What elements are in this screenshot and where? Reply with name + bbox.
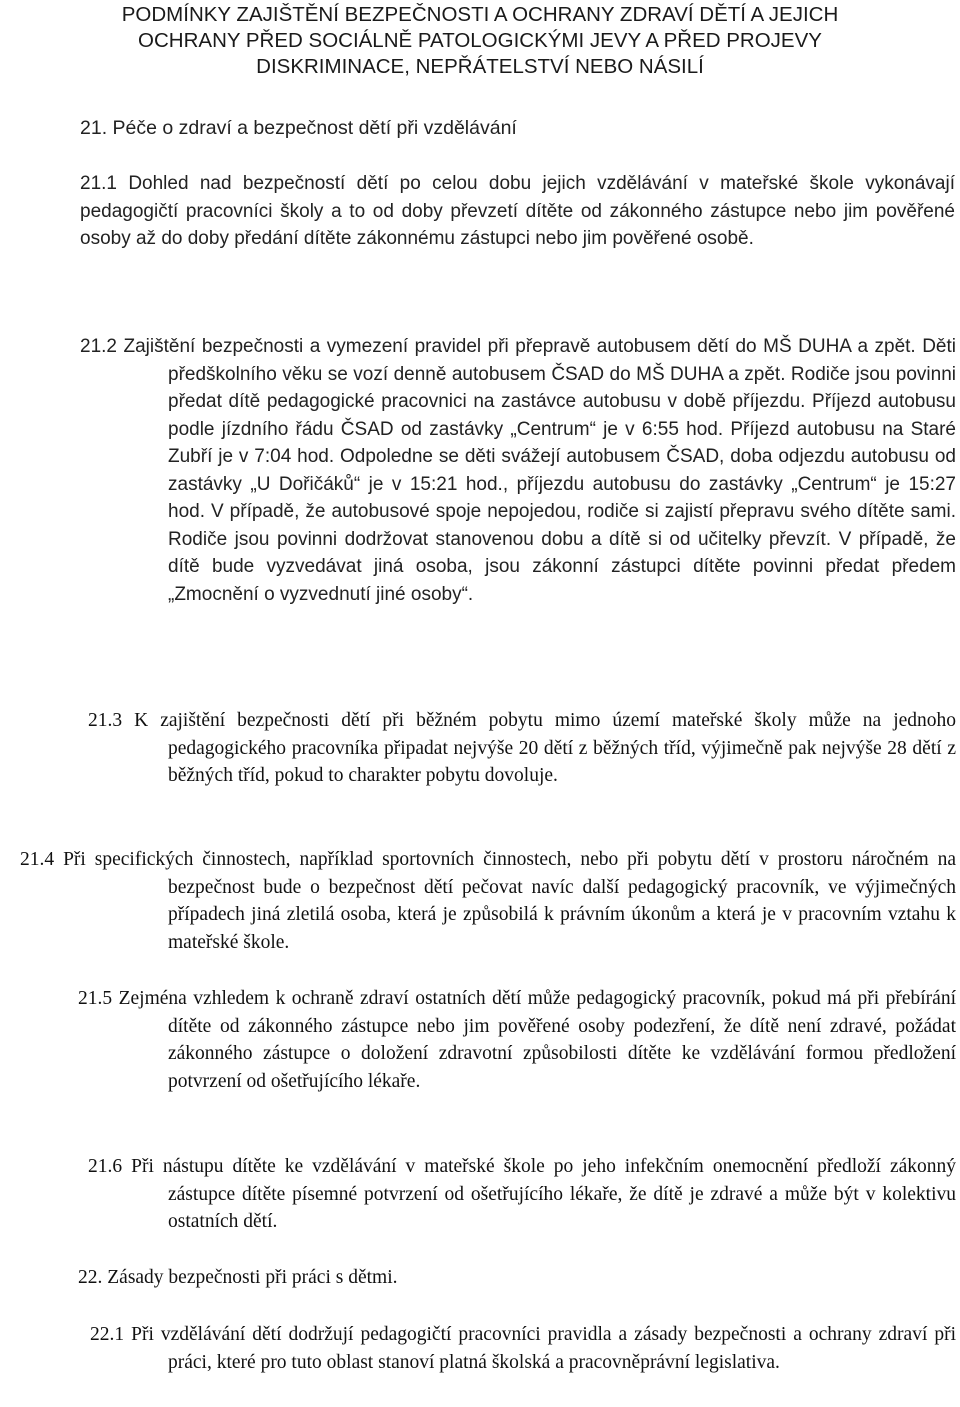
document-header	[0, 2, 960, 80]
paragraph-21-3	[88, 707, 957, 790]
paragraph-number: 21.6	[88, 1156, 123, 1177]
paragraph-text: Zejména vzhledem k ochraně zdraví ostatních dětí může pedagogický pracovník, pokud má při přebírání dítěte od zákonného zástupce nebo jim pověřené osoby podezření, že dítě není zdravé, požádat zákonného zástupce o doložení zdravotní způsobilosti dítěte ke vzdělávání formou předložení potvrzení od ošetřujícího lékaře.	[118, 988, 956, 1093]
paragraph-number: 21.3	[88, 710, 123, 731]
paragraph-number: 21.5	[78, 988, 113, 1009]
header-line-3: DISKRIMINACE, NEPŘÁTELSTVÍ NEBO NÁSILÍ	[256, 55, 704, 78]
paragraph-number: 22.1	[90, 1324, 125, 1345]
paragraph-21-4	[20, 846, 956, 957]
paragraph-21-6	[88, 1153, 957, 1236]
paragraph-text: Při specifických činnostech, například sportovních činnostech, nebo při pobytu dětí v prostoru náročném na bezpečnost bude o bezpečnost dětí pečovat navíc další pedagogický pracovník, ve výjimečných případech jiná zletilá osoba, která je způsobilá k právním úkonům a která je v pracovním vztahu k mateřské škole.	[63, 849, 956, 954]
paragraph-21-1	[80, 170, 955, 253]
section-22-title: 22. Zásady bezpečnosti při práci s dětmi.	[78, 1267, 398, 1288]
paragraph-text: Zajištění bezpečnosti a vymezení pravidel při přepravě autobusem dětí do MŠ DUHA a zpět. Děti předškolního věku se vozí denně autobusem ČSAD do MŠ DUHA a zpět. Rodiče jsou povinni předat dítě pedagogické pracovnici na zastávce autobusu v době příjezdu. Příjezd autobusu podle jízdního řádu ČSAD od zastávky „Centrum“ je v 6:55 hod. Příjezd autobusu na Staré Zubří je v 7:04 hod. Odpoledne se děti svážejí autobusem ČSAD, doba odjezdu autobusu od zastávky „U Dořičáků“ je v 15:21 hod., příjezdu autobusu do zastávky „Centrum“ je 15:27 hod. V případě, že autobusové spoje nepojedou, rodiče si zajistí přepravu svého dítěte sami. Rodiče jsou povinni dodržovat stanovenou dobu a dítě si od učitelky převzít. V případě, že dítě bude vyzvedávat jiná osoba, jsou zákonní zástupci dítěte povinni předat předem „Zmocnění o vyzvednutí jiné osoby“.	[123, 336, 957, 605]
paragraph-number: 21.4	[20, 849, 55, 870]
paragraph-text: Při vzdělávání dětí dodržují pedagogičtí pracovníci pravidla a zásady bezpečnosti a ochrany zdraví při práci, které pro tuto oblast stanoví platná školská a pracovněprávní legislativa.	[131, 1324, 957, 1373]
paragraph-21-2	[80, 333, 957, 608]
header-line-2: OCHRANY PŘED SOCIÁLNĚ PATOLOGICKÝMI JEVY A PŘED PROJEVY	[138, 29, 822, 52]
header-line-1: PODMÍNKY ZAJIŠTĚNÍ BEZPEČNOSTI A OCHRANY ZDRAVÍ DĚTÍ A JEJICH	[121, 3, 839, 26]
paragraph-22-1	[90, 1321, 957, 1376]
paragraph-text: Dohled nad bezpečností dětí po celou dobu jejich vzdělávání v mateřské škole vykonávají pedagogičtí pracovníci školy a to od doby převzetí dítěte od zákonného zástupce nebo jim pověřené osoby až do doby předání dítěte zákonnému zástupci nebo jim pověřené osobě.	[80, 173, 955, 249]
paragraph-number: 21.1	[80, 173, 117, 194]
paragraph-21-5	[78, 985, 956, 1096]
section-21-title: 21. Péče o zdraví a bezpečnost dětí při vzdělávání	[80, 117, 517, 139]
paragraph-text: Při nástupu dítěte ke vzdělávání v mateřské škole po jeho infekčním onemocnění předloží zákonný zástupce dítěte písemné potvrzení od ošetřujícího lékaře, že dítě je zdravé a může být v kolektivu ostatních dětí.	[131, 1156, 957, 1233]
paragraph-text: K zajištění bezpečnosti dětí při běžném pobytu mimo území mateřské školy může na jednoho pedagogického pracovníka připadat nejvýše 20 dětí z běžných tříd, výjimečně pak nejvýše 28 dětí z běžných tříd, pokud to charakter pobytu dovoluje.	[134, 710, 957, 787]
paragraph-number: 21.2	[80, 336, 117, 357]
